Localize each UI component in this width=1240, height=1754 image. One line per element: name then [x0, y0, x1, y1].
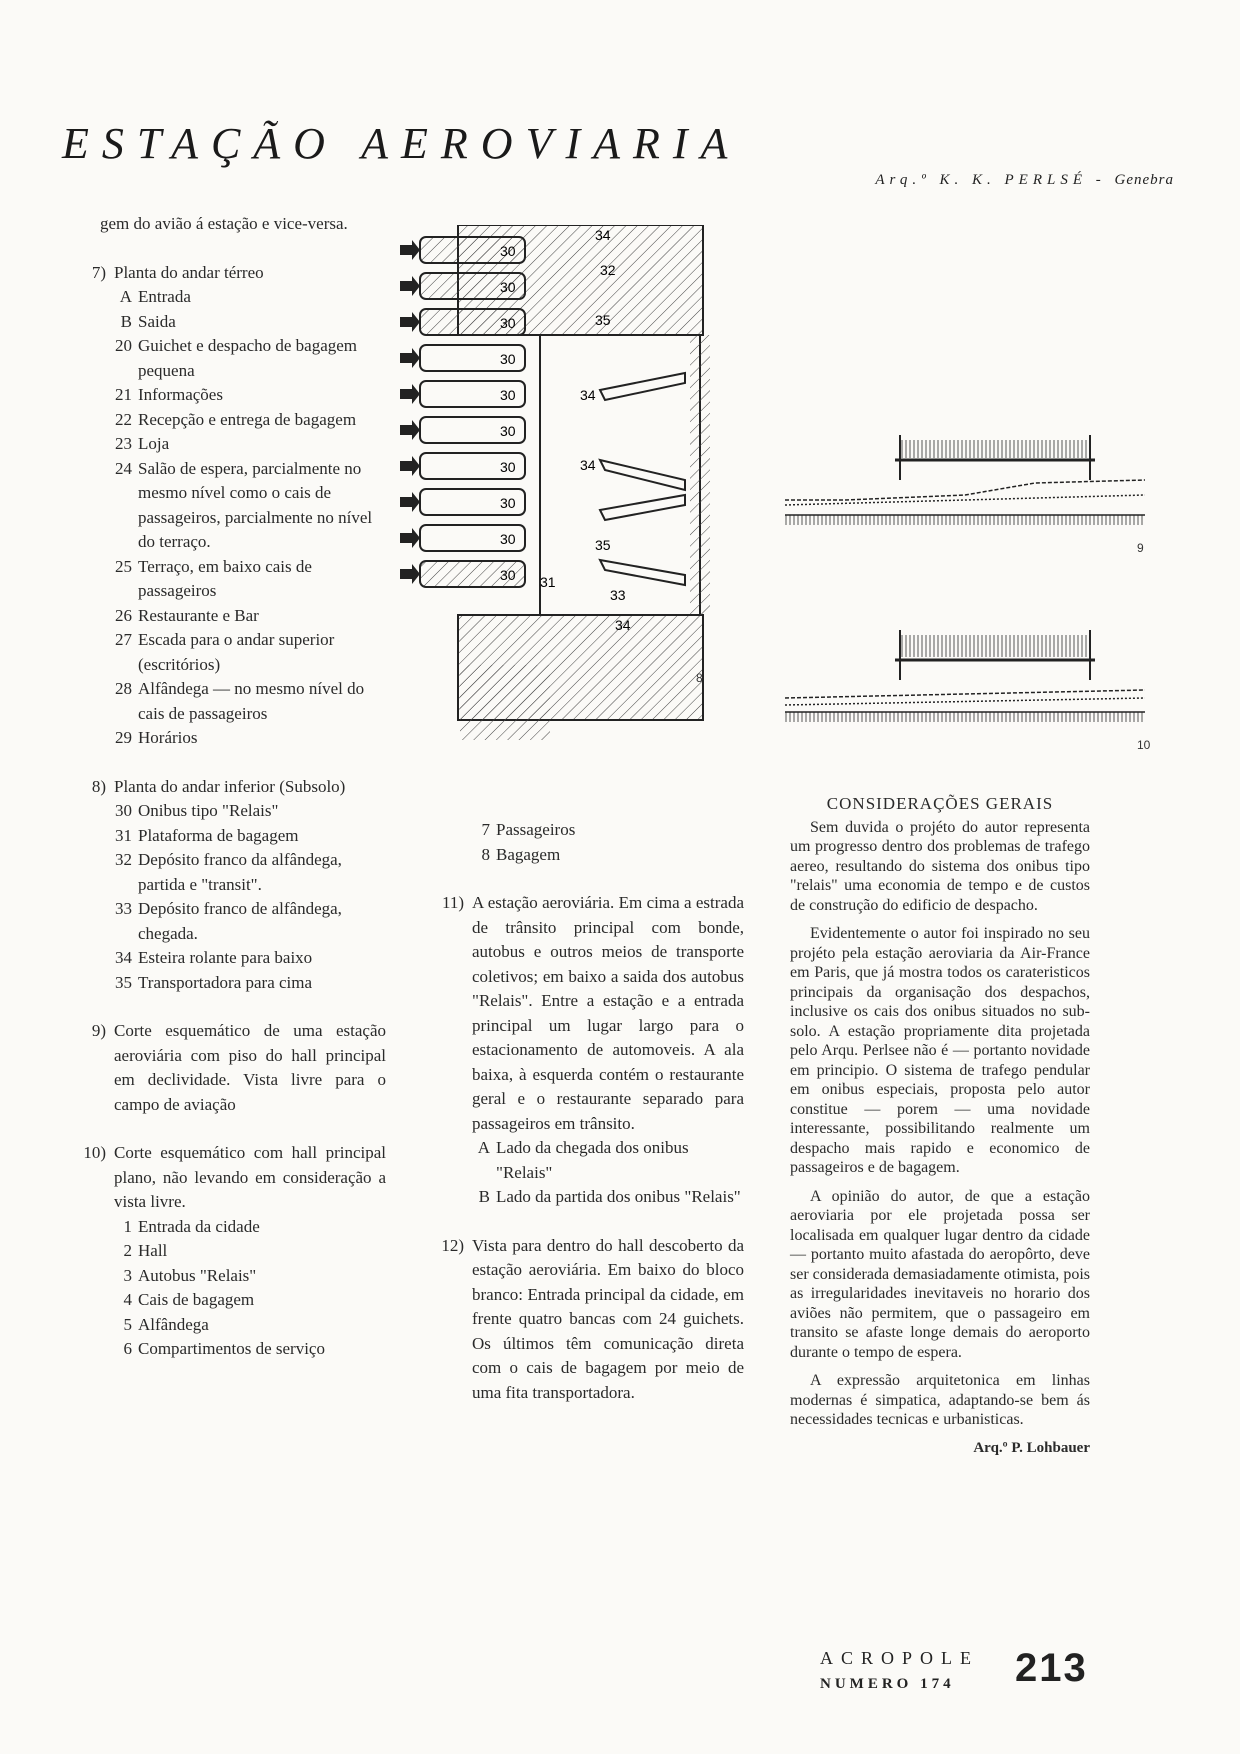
legend-section-9	[76, 1019, 386, 1117]
section-title: Corte esquemático com hall principal plano, não levando em consideração a vista livre.	[114, 1143, 386, 1211]
author-separator: -	[1087, 172, 1115, 188]
legend-item	[464, 1136, 744, 1185]
issue-number: NUMERO 174	[820, 1676, 955, 1692]
legend-item-number: 26	[115, 605, 132, 625]
commentary-signature: Arq.º P. Lohbauer	[973, 1439, 1090, 1456]
legend-item	[106, 1337, 386, 1362]
section-title: A estação aeroviária. Em cima a estrada de trânsito principal com bonde, autobus e outros meios de transporte coletivos; em baixo a saida dos autobus "Relais". Entre a estação e a entrada principal um lugar largo para o estacionamento de automoveis. A ala baixa, à esquerda contém o restaurante geral e o restaurante separado para passageiros em trânsito.	[472, 893, 744, 1133]
direction-arrow-icon	[400, 348, 420, 368]
legend-item-number: 31	[115, 825, 132, 845]
legend-item-number: B	[120, 311, 132, 331]
legend-item-number: 3	[123, 1265, 132, 1285]
plan-label: 32	[600, 262, 616, 278]
plan-label: 35	[595, 537, 611, 553]
legend-item-number: 24	[115, 458, 132, 478]
legend-item-text: Guichet e despacho de bagagem pequena	[138, 336, 358, 380]
direction-arrow-icon	[400, 564, 420, 584]
author-credit	[875, 172, 1174, 189]
direction-arrow-icon	[400, 240, 420, 260]
legend-item-text: Restaurante e Bar	[138, 605, 259, 625]
legend-item-number: 1	[123, 1216, 132, 1236]
legend-item-number: 22	[115, 409, 132, 429]
section-number: 10)	[83, 1143, 106, 1162]
legend-item-number: 32	[115, 850, 132, 869]
author-city: Genebra	[1114, 172, 1174, 188]
legend-item	[464, 818, 744, 843]
floor-plan-drawing	[400, 225, 780, 745]
legend-item-text: Informações	[138, 385, 223, 404]
legend-section-11	[434, 891, 744, 1136]
legend-item-number: 8	[481, 844, 490, 864]
legend-item	[464, 1185, 744, 1210]
legend-item-number: 28	[115, 679, 132, 698]
legend-item-number: B	[478, 1187, 490, 1206]
legend-item	[464, 843, 744, 868]
legend-item	[106, 383, 386, 408]
plan-label: 34	[595, 227, 611, 243]
legend-item	[106, 310, 386, 335]
legend-item	[106, 946, 386, 971]
legend-item	[106, 1288, 386, 1313]
section-number: 7)	[91, 262, 106, 282]
legend-item-text: Esteira rolante para baixo	[138, 948, 313, 967]
direction-arrow-icon	[400, 492, 420, 512]
legend-item-number: 2	[123, 1241, 132, 1260]
legend-item-text: Lado da partida dos onibus "Relais"	[496, 1187, 741, 1206]
legend-item	[106, 555, 386, 604]
legend-item	[106, 1215, 386, 1240]
legend-item-text: Horários	[138, 728, 198, 747]
legend-item-number: 23	[115, 434, 132, 453]
legend-item	[106, 408, 386, 433]
legend-item	[106, 799, 386, 824]
legend-item-number: 30	[115, 801, 132, 820]
plan-label: 35	[595, 312, 611, 328]
commentary-paragraph: A expressão arquitetonica em linhas modernas é simpatica, adaptando-se bem ás necessidades tecnicas e urbanisticas.	[790, 1372, 1090, 1428]
legend-item-number: 5	[123, 1314, 132, 1334]
section-title: Planta do andar térreo	[114, 262, 264, 282]
plan-label: 31	[540, 574, 556, 590]
legend-item-text: Depósito franco da alfândega, partida e "transit".	[138, 850, 342, 894]
section-number: 9)	[91, 1021, 106, 1040]
plan-label: 30	[500, 531, 516, 547]
legend-item-number: 35	[115, 972, 132, 992]
plan-label: 30	[500, 243, 516, 259]
section-title: Vista para dentro do hall descoberto da estação aeroviária. Em baixo do bloco branco: Entrada principal da cidade, em frente quatro bancas com 24 guichets. Os últimos têm comunicação direta com o cais de bagagem por meio de uma fita transportadora.	[472, 1235, 744, 1402]
commentary-paragraph: A opinião do autor, de que a estação aeroviaria por ele projetada possa ser localisada em qualquer lugar dentro da cidade — portanto muito afastada do aeropôrto, deve ser considerada demasiadamente otimista, pois as irregularidades inevitaveis no horario dos aviões não permitem, que o passageiro em transito se afaste longe demais do aeroporto durante o tempo de espera.	[790, 1187, 1090, 1361]
legend-section-7	[76, 261, 386, 286]
legend-item-number: 20	[115, 336, 132, 355]
legend-item-text: Hall	[138, 1241, 168, 1260]
plan-label: 30	[500, 423, 516, 439]
section-figure-10	[785, 620, 1151, 752]
legend-item	[106, 897, 386, 946]
figure-number: 9	[1137, 541, 1144, 555]
legend-item	[106, 1264, 386, 1289]
legend-item-number: 33	[115, 899, 132, 918]
legend-item-text: Compartimentos de serviço	[138, 1339, 325, 1358]
plan-label: 30	[500, 387, 516, 403]
section-number: 8)	[91, 776, 106, 796]
direction-arrow-icon	[400, 384, 420, 404]
plan-label: 30	[500, 567, 516, 583]
legend-item-text: Alfândega	[138, 1314, 209, 1334]
legend-item-number: A	[477, 1138, 490, 1157]
plan-label: 30	[500, 279, 516, 295]
legend-item-text: Autobus "Relais"	[138, 1265, 257, 1285]
page-number: 213	[1015, 1646, 1088, 1690]
section-title: Corte esquemático de uma estação aeroviária com piso do hall principal em declividade. Vista livre para o campo de aviação	[114, 1021, 386, 1114]
legend-item-text: Plataforma de bagagem	[138, 825, 299, 845]
plan-label: 34	[615, 617, 631, 633]
legend-item-text: Salão de espera, parcialmente no mesmo nível como o cais de passageiros, parcialmente no nível do terraço.	[138, 458, 373, 551]
plan-label: 34	[580, 387, 596, 403]
legend-item	[106, 628, 386, 677]
legend-item-text: Onibus tipo "Relais"	[138, 801, 279, 820]
column-legends-left	[76, 212, 386, 1362]
legend-item-text: Lado da chegada dos onibus "Relais"	[496, 1138, 689, 1182]
legend-item-number: A	[119, 287, 132, 306]
legend-item-text: Transportadora para cima	[138, 972, 313, 992]
legend-item	[106, 285, 386, 310]
commentary-paragraph: Evidentemente o autor foi inspirado no seu projéto pela estação aeroviaria da Air-France em Paris, que já mostra todos os carateristicos principais da organisação dos despachos, inclusive os cais dos onibus situados no sub-solo. A estação propriamente dita projetada pelo Arqu. Perlsee não é — portanto novidade em principio. O sistema de trafego pendular em onibus especiais, proposta pelo autor constitue — porem — uma novidade interessante, possibilitando realmente um despacho mais rapido e economico de passageiros e de bagagem.	[790, 925, 1090, 1176]
plan-label: 30	[500, 495, 516, 511]
legend-section-12	[434, 1234, 744, 1406]
section-drawing-9	[785, 425, 1150, 540]
legend-item-text: Cais de bagagem	[138, 1290, 255, 1309]
author-name: Arq.º K. K. PERLSÉ	[875, 172, 1087, 188]
legend-item-number: 29	[115, 728, 132, 747]
direction-arrow-icon	[400, 456, 420, 476]
direction-arrow-icon	[400, 312, 420, 332]
legend-item	[106, 334, 386, 383]
legend-item	[106, 824, 386, 849]
page-title: ESTAÇÃO AEROVIARIA	[62, 119, 741, 168]
legend-item	[106, 1313, 386, 1338]
direction-arrow-icon	[400, 420, 420, 440]
direction-arrow-icon	[400, 528, 420, 548]
section-drawing-10	[785, 620, 1150, 735]
section-number: 11)	[441, 893, 464, 912]
direction-arrow-icon	[400, 276, 420, 296]
figure-number: 8	[696, 671, 703, 685]
section-number: 12)	[441, 1235, 464, 1255]
legend-item-text: Loja	[138, 434, 170, 453]
legend-item-text: Depósito franco de alfândega, chegada.	[138, 899, 342, 943]
plan-label: 30	[500, 459, 516, 475]
plan-label: 30	[500, 315, 516, 331]
legend-item-text: Terraço, em baixo cais de passageiros	[138, 556, 312, 600]
legend-item-number: 27	[115, 630, 132, 649]
commentary-paragraph: Sem duvida o projéto do autor representa um progresso dentro dos problemas de trafego aereo, resultando do sistema dos onibus tipo "relais" uma economia de tempo e de custos de construção do edificio de despacho.	[790, 818, 1090, 914]
legend-item-text: Alfândega — no mesmo nível do cais de passageiros	[138, 679, 365, 723]
legend-item-number: 25	[115, 556, 132, 576]
magazine-name: ACROPOLE	[820, 1648, 980, 1668]
legend-item-number: 4	[123, 1290, 132, 1309]
legend-item-text: Entrada	[138, 287, 191, 306]
plan-label: 34	[580, 457, 596, 473]
legend-item-text: Escada para o andar superior (escritórios)	[138, 630, 335, 674]
continuation-text: gem do avião á estação e vice-versa.	[100, 214, 348, 233]
legend-item-number: 7	[481, 820, 490, 839]
legend-item-text: Entrada da cidade	[138, 1216, 260, 1236]
legend-item	[106, 432, 386, 457]
legend-item-number: 6	[123, 1339, 132, 1358]
legend-section-10	[76, 1141, 386, 1215]
plan-label: 30	[500, 351, 516, 367]
column-legends-middle	[434, 818, 744, 1405]
legend-item	[106, 457, 386, 555]
legend-item-text: Saida	[138, 311, 176, 331]
legend-item	[106, 726, 386, 751]
legend-item-text: Passageiros	[496, 820, 576, 839]
legend-item	[106, 604, 386, 629]
legend-item-number: 21	[115, 385, 132, 404]
legend-item-text: Bagagem	[496, 844, 561, 864]
legend-item-number: 34	[115, 948, 132, 967]
plan-label: 33	[610, 587, 626, 603]
legend-item	[106, 971, 386, 996]
figure-number: 10	[1137, 738, 1151, 752]
commentary-heading: CONSIDERAÇÕES GERAIS	[826, 794, 1054, 813]
legend-section-8	[76, 775, 386, 800]
legend-item-text: Recepção e entrega de bagagem	[138, 409, 357, 429]
legend-item	[106, 677, 386, 726]
floor-plan-figure	[400, 225, 780, 745]
section-figure-9	[785, 425, 1150, 555]
legend-item	[106, 848, 386, 897]
column-commentary	[790, 794, 1090, 1458]
legend-item	[106, 1239, 386, 1264]
section-title: Planta do andar inferior (Subsolo)	[114, 776, 346, 796]
